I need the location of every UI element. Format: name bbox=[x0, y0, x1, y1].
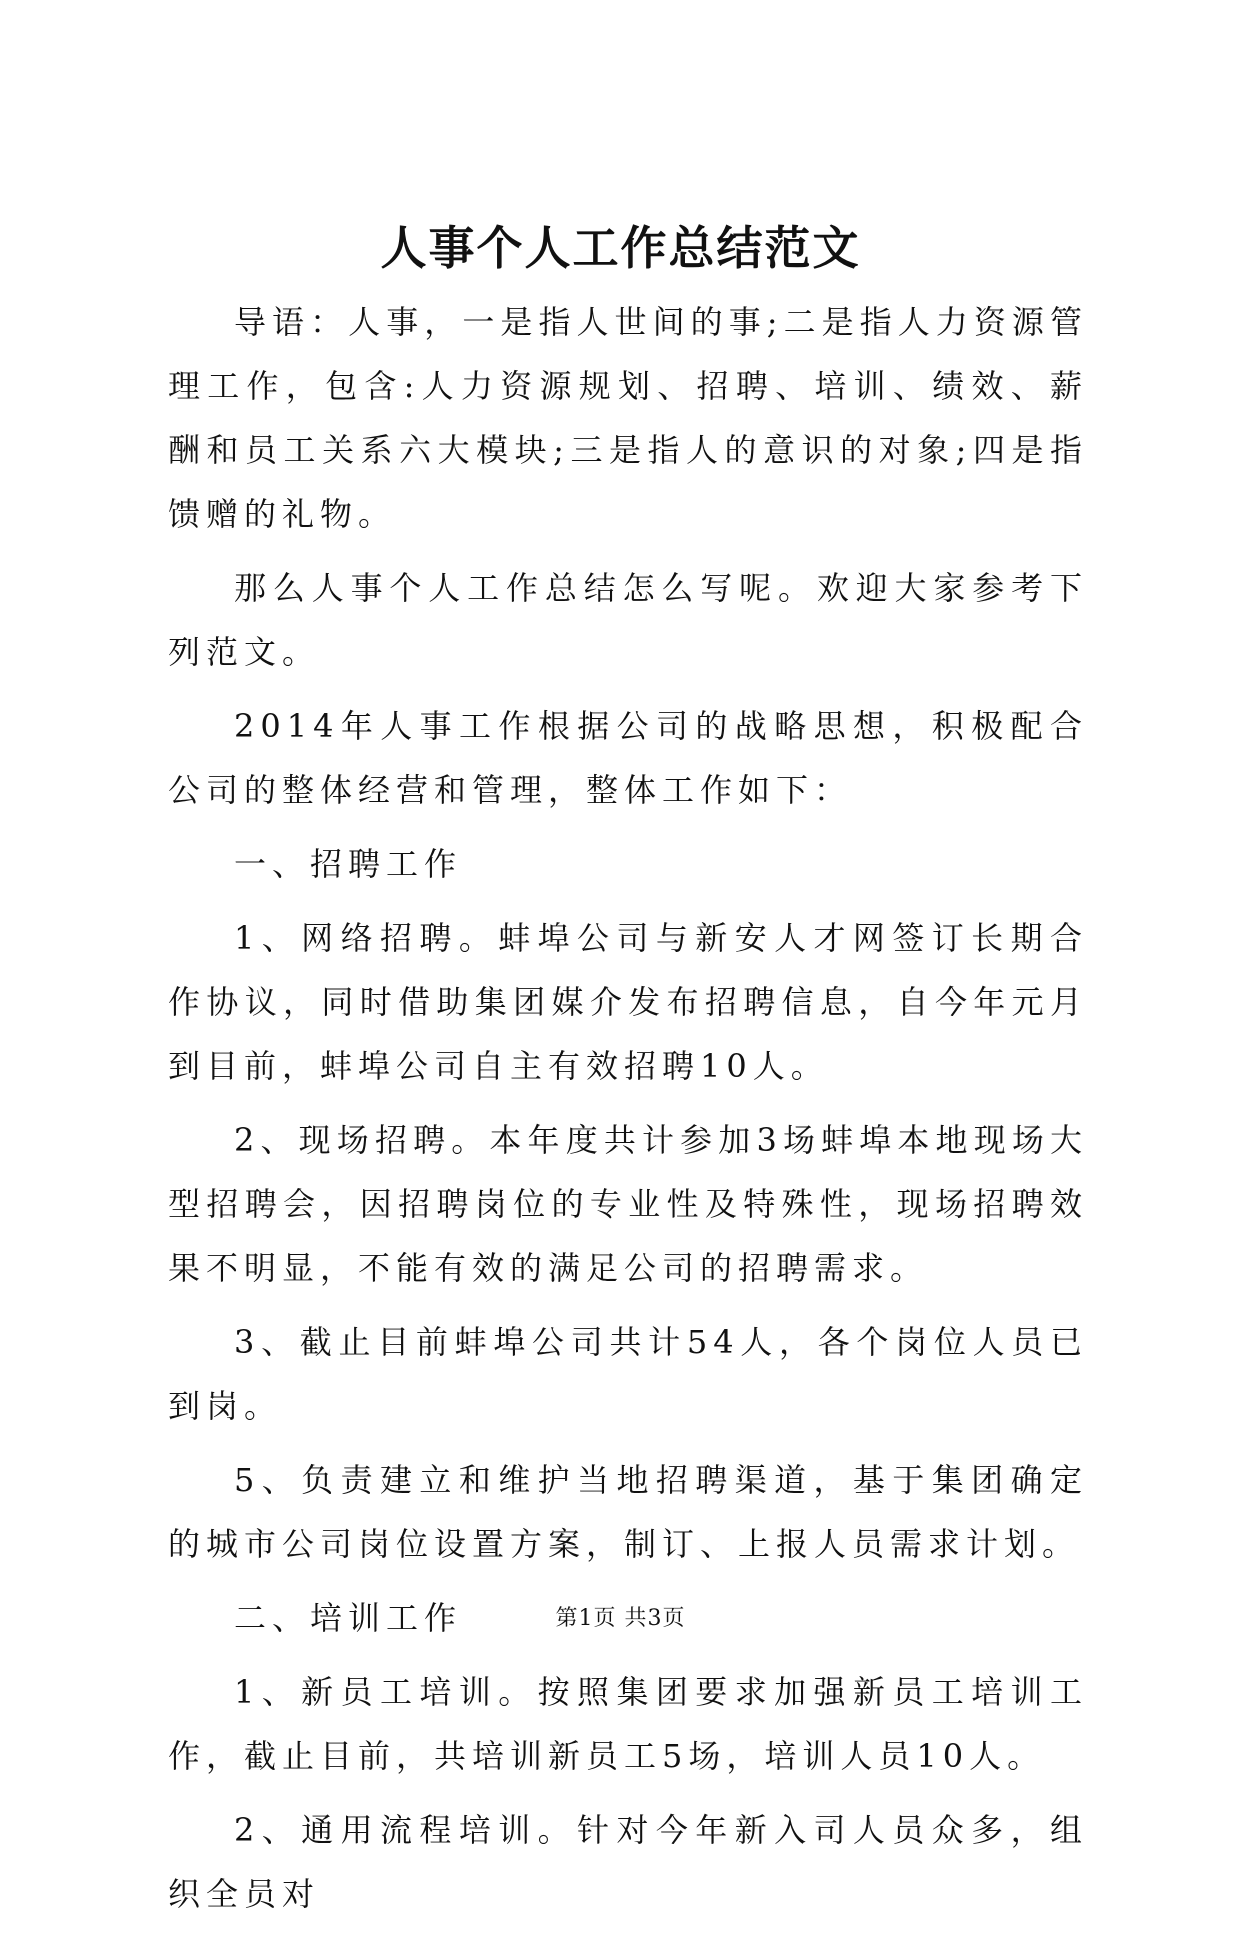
section-heading-training: 二、培训工作 bbox=[234, 1599, 463, 1637]
list-item-process-training: 2、通用流程培训。针对今年新入司人员众多，组织全员对 bbox=[168, 1811, 1088, 1913]
list-item-new-employee-training: 1、新员工培训。按照集团要求加强新员工培训工作，截止目前，共培训新员工5场，培训人员10人。 bbox=[168, 1673, 1088, 1775]
document-body bbox=[168, 290, 1088, 1936]
list-item-onsite-recruitment: 2、现场招聘。本年度共计参加3场蚌埠本地现场大型招聘会，因招聘岗位的专业性及特殊性，现场招聘效果不明显，不能有效的满足公司的招聘需求。 bbox=[168, 1121, 1088, 1287]
list-item-recruitment-channels: 5、负责建立和维护当地招聘渠道，基于集团确定的城市公司岗位设置方案，制订、上报人员需求计划。 bbox=[168, 1461, 1088, 1563]
page-number-footer: 第1页 共3页 bbox=[555, 1606, 686, 1631]
section-heading-recruitment: 一、招聘工作 bbox=[234, 845, 463, 883]
paragraph-intro: 导语：人事，一是指人世间的事;二是指人力资源管理工作，包含:人力资源规划、招聘、培训、绩效、薪酬和员工关系六大模块;三是指人的意识的对象;四是指馈赠的礼物。 bbox=[168, 303, 1088, 533]
paragraph-overview: 2014年人事工作根据公司的战略思想，积极配合公司的整体经营和管理，整体工作如下： bbox=[168, 707, 1088, 809]
list-item-online-recruitment: 1、网络招聘。蚌埠公司与新安人才网签订长期合作协议，同时借助集团媒介发布招聘信息，自今年元月到目前，蚌埠公司自主有效招聘10人。 bbox=[168, 919, 1088, 1085]
paragraph-question: 那么人事个人工作总结怎么写呢。欢迎大家参考下列范文。 bbox=[168, 569, 1088, 671]
page-title: 人事个人工作总结范文 bbox=[380, 221, 861, 275]
list-item-staff-count: 3、截止目前蚌埠公司共计54人，各个岗位人员已到岗。 bbox=[168, 1323, 1088, 1425]
